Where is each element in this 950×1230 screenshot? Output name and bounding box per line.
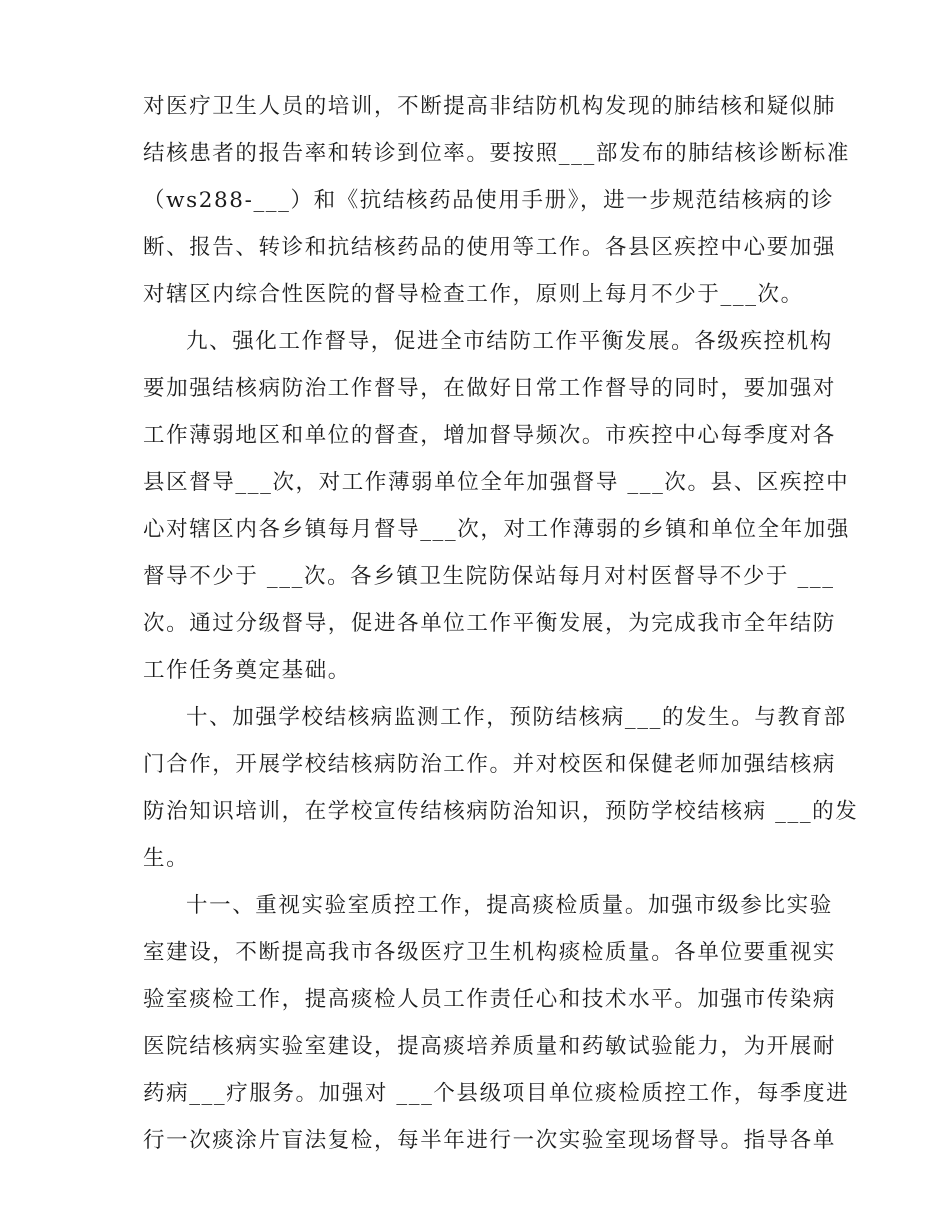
text-line: 工作任务奠定基础。 <box>143 658 351 683</box>
text-line: 室建设，不断提高我市各级医疗卫生机构痰检质量。各单位要重视实 <box>143 940 837 965</box>
section-heading-10: 十、加强学校结核病监测工作，预防结核病___的发生。与教育部 <box>186 705 847 730</box>
text-line: 督导不少于 ___次。各乡镇卫生院防保站每月对村医督导不少于 ___ <box>143 564 835 589</box>
section-heading-11: 十一、重视实验室质控工作，提高痰检质量。加强市级参比实验 <box>186 893 833 918</box>
text-line: 断、报告、转诊和抗结核药品的使用等工作。各县区疾控中心要加强 <box>143 235 837 260</box>
text-line: 药病___疗服务。加强对 ___个县级项目单位痰检质控工作，每季度进 <box>143 1081 850 1106</box>
text-line: 行一次痰涂片盲法复检，每半年进行一次实验室现场督导。指导各单 <box>143 1128 837 1153</box>
text-line: 心对辖区内各乡镇每月督导___次，对工作薄弱的乡镇和单位全年加强 <box>143 517 850 542</box>
text-line: 生。 <box>143 846 190 871</box>
section-heading-9: 九、强化工作督导，促进全市结防工作平衡发展。各级疾控机构 <box>186 329 833 354</box>
text-line: 结核患者的报告率和转诊到位率。要按照___部发布的肺结核诊断标准 <box>143 141 850 166</box>
text-line: 门合作，开展学校结核病防治工作。并对校医和保健老师加强结核病 <box>143 752 837 777</box>
text-line: 防治知识培训，在学校宣传结核病防治知识，预防学校结核病 ___的发 <box>143 799 859 824</box>
text-line: 医院结核病实验室建设，提高痰培养质量和药敏试验能力，为开展耐 <box>143 1034 837 1059</box>
text-line: （ws288-___）和《抗结核药品使用手册》，进一步规范结核病的诊 <box>143 188 835 213</box>
text-line: 次。通过分级督导，促进各单位工作平衡发展，为完成我市全年结防 <box>143 611 837 636</box>
text-line: 县区督导___次，对工作薄弱单位全年加强督导 ___次。县、区疾控中 <box>143 470 850 495</box>
text-line: 要加强结核病防治工作督导，在做好日常工作督导的同时，要加强对 <box>143 376 837 401</box>
text-line: 验室痰检工作，提高痰检人员工作责任心和技术水平。加强市传染病 <box>143 987 837 1012</box>
text-line: 对医疗卫生人员的培训，不断提高非结防机构发现的肺结核和疑似肺 <box>143 94 837 119</box>
text-line: 对辖区内综合性医院的督导检查工作，原则上每月不少于___次。 <box>143 282 804 307</box>
text-line: 工作薄弱地区和单位的督查，增加督导频次。市疾控中心每季度对各 <box>143 423 837 448</box>
